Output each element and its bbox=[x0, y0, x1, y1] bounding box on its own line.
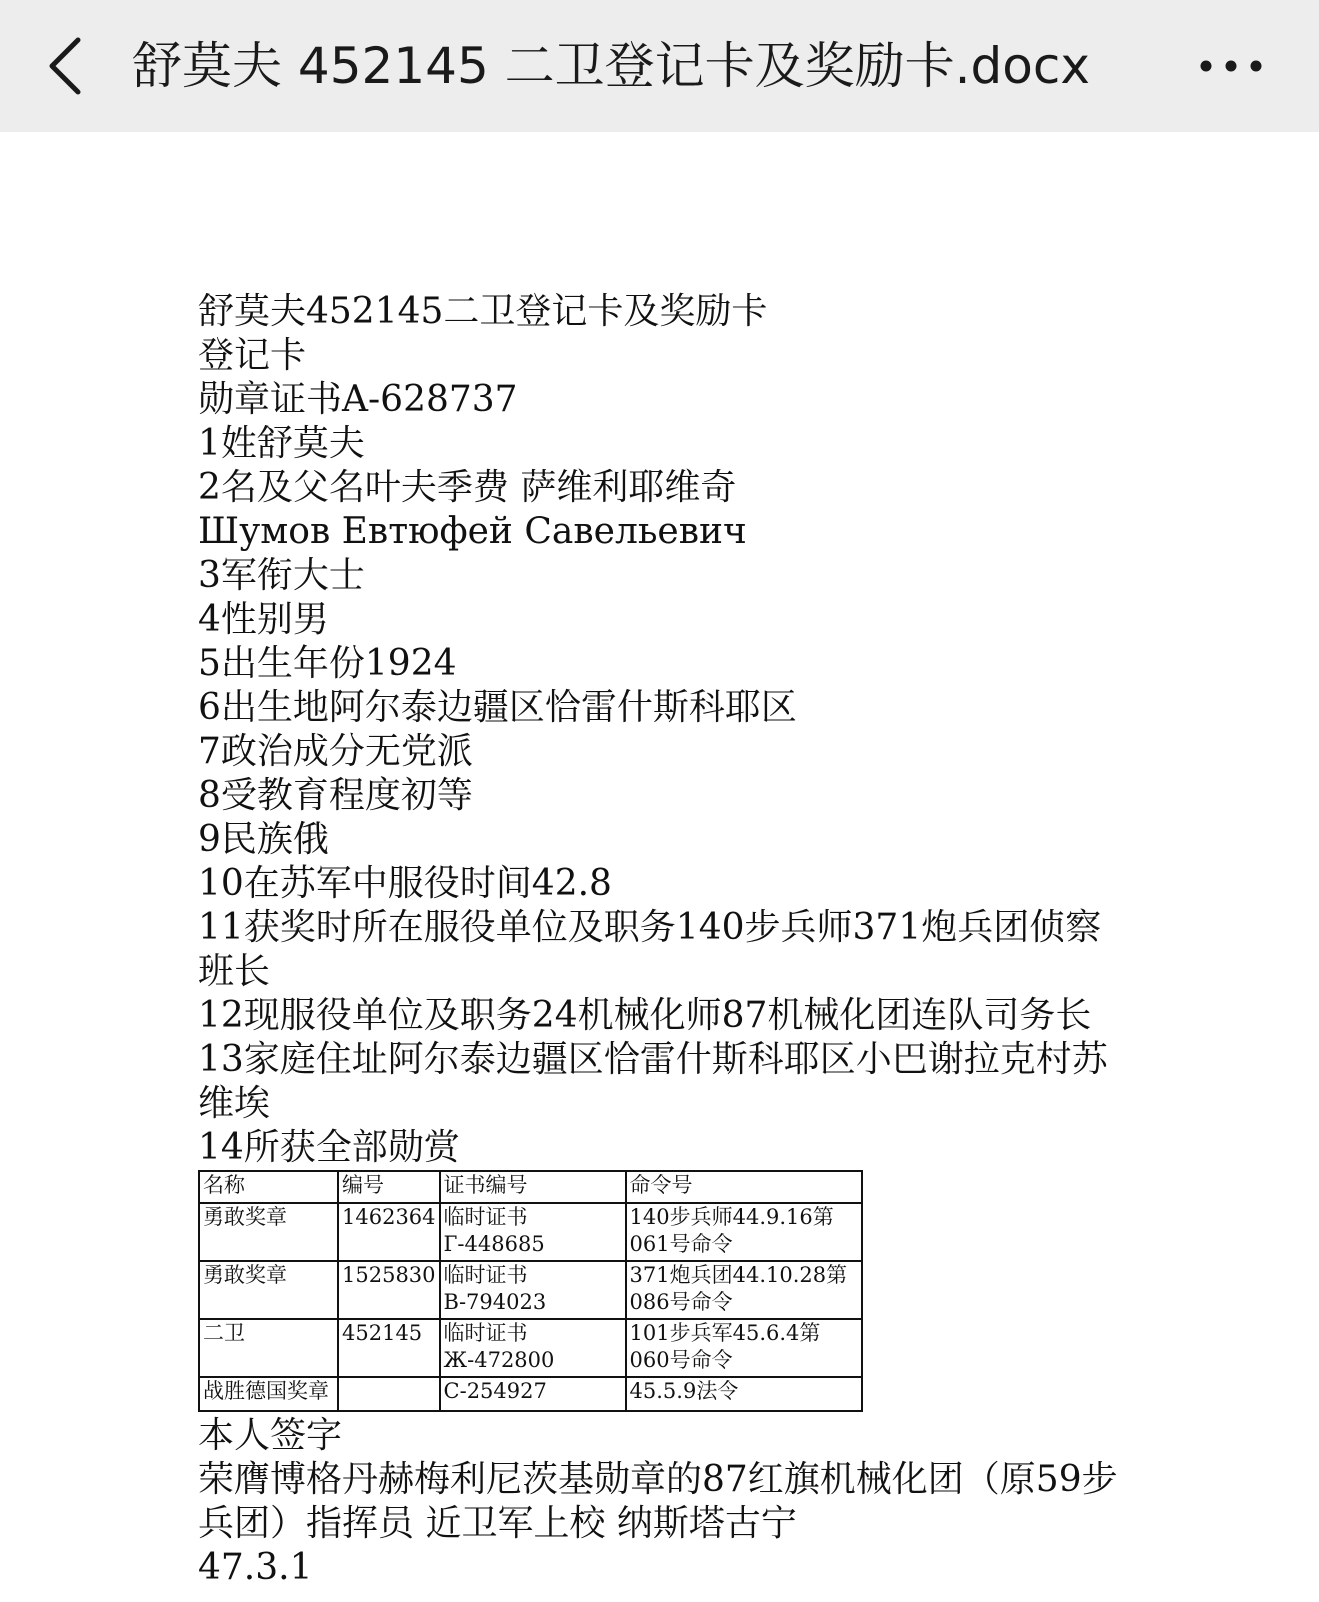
top-app-bar bbox=[0, 0, 1319, 132]
table-cell: 452145 bbox=[338, 1319, 440, 1377]
table-cell: 临时证书В-794023 bbox=[440, 1261, 626, 1319]
field-birthplace: 6出生地阿尔泰边疆区恰雷什斯科耶区 bbox=[198, 687, 797, 728]
table-cell: 45.5.9法令 bbox=[626, 1377, 862, 1411]
more-horizontal-icon bbox=[1196, 50, 1266, 82]
table-cell: 勇敢奖章 bbox=[199, 1261, 338, 1319]
column-header: 证书编号 bbox=[440, 1171, 626, 1203]
table-row bbox=[199, 1261, 862, 1319]
awards-table bbox=[198, 1170, 863, 1412]
field-education: 8受教育程度初等 bbox=[198, 775, 473, 816]
field-current-unit: 12现服役单位及职务24机械化师87机械化团连队司务长 bbox=[198, 995, 1092, 1036]
table-cell: 1525830 bbox=[338, 1261, 440, 1319]
document-body bbox=[198, 290, 1118, 1590]
table-cell: 1462364 bbox=[338, 1203, 440, 1261]
certificate-number: 勋章证书A-628737 bbox=[198, 379, 518, 420]
table-cell: 101步兵军45.6.4第060号命令 bbox=[626, 1319, 862, 1377]
signature-date: 47.3.1 bbox=[198, 1547, 313, 1588]
signature-label: 本人签字 bbox=[198, 1415, 343, 1456]
document-heading: 舒莫夫452145二卫登记卡及奖励卡 bbox=[198, 291, 768, 332]
field-service-start: 10在苏军中服役时间42.8 bbox=[198, 863, 612, 904]
table-cell: 勇敢奖章 bbox=[199, 1203, 338, 1261]
commander-signature: 荣膺博格丹赫梅利尼茨基勋章的87红旗机械化团（原59步兵团）指挥员 近卫军上校 纳斯塔古宁 bbox=[198, 1459, 1118, 1544]
field-party: 7政治成分无党派 bbox=[198, 731, 473, 772]
table-cell: С-254927 bbox=[440, 1377, 626, 1411]
more-button[interactable] bbox=[1196, 50, 1266, 82]
table-row bbox=[199, 1377, 862, 1411]
field-home-address: 13家庭住址阿尔泰边疆区恰雷什斯科耶区小巴谢拉克村苏维埃 bbox=[198, 1039, 1108, 1124]
table-cell: 371炮兵团44.10.28第086号命令 bbox=[626, 1261, 862, 1319]
section-title: 登记卡 bbox=[198, 335, 307, 376]
field-name-russian: Шумов Евтюфей Савельевич bbox=[198, 511, 747, 552]
table-cell bbox=[338, 1377, 440, 1411]
column-header: 编号 bbox=[338, 1171, 440, 1203]
chevron-left-icon bbox=[40, 30, 100, 102]
field-birth-year: 5出生年份1924 bbox=[198, 643, 457, 684]
field-rank: 3军衔大士 bbox=[198, 555, 365, 596]
table-cell: 临时证书Ж-472800 bbox=[440, 1319, 626, 1377]
back-button[interactable] bbox=[40, 30, 100, 102]
column-header: 命令号 bbox=[626, 1171, 862, 1203]
table-cell: 临时证书Г-448685 bbox=[440, 1203, 626, 1261]
field-unit-at-award: 11获奖时所在服役单位及职务140步兵师371炮兵团侦察班长 bbox=[198, 907, 1102, 992]
table-row bbox=[199, 1319, 862, 1377]
table-row bbox=[199, 1203, 862, 1261]
table-cell: 战胜德国奖章 bbox=[199, 1377, 338, 1411]
table-header-row bbox=[199, 1171, 862, 1203]
field-awards-label: 14所获全部勋赏 bbox=[198, 1127, 460, 1168]
table-cell: 二卫 bbox=[199, 1319, 338, 1377]
column-header: 名称 bbox=[199, 1171, 338, 1203]
field-surname: 1姓舒莫夫 bbox=[198, 423, 365, 464]
field-nationality: 9民族俄 bbox=[198, 819, 329, 860]
field-name-patronymic: 2名及父名叶夫季费 萨维利耶维奇 bbox=[198, 467, 737, 508]
table-cell: 140步兵师44.9.16第061号命令 bbox=[626, 1203, 862, 1261]
document-title: 舒莫夫 452145 二卫登记卡及奖励卡.docx bbox=[132, 37, 1090, 95]
field-sex: 4性别男 bbox=[198, 599, 329, 640]
